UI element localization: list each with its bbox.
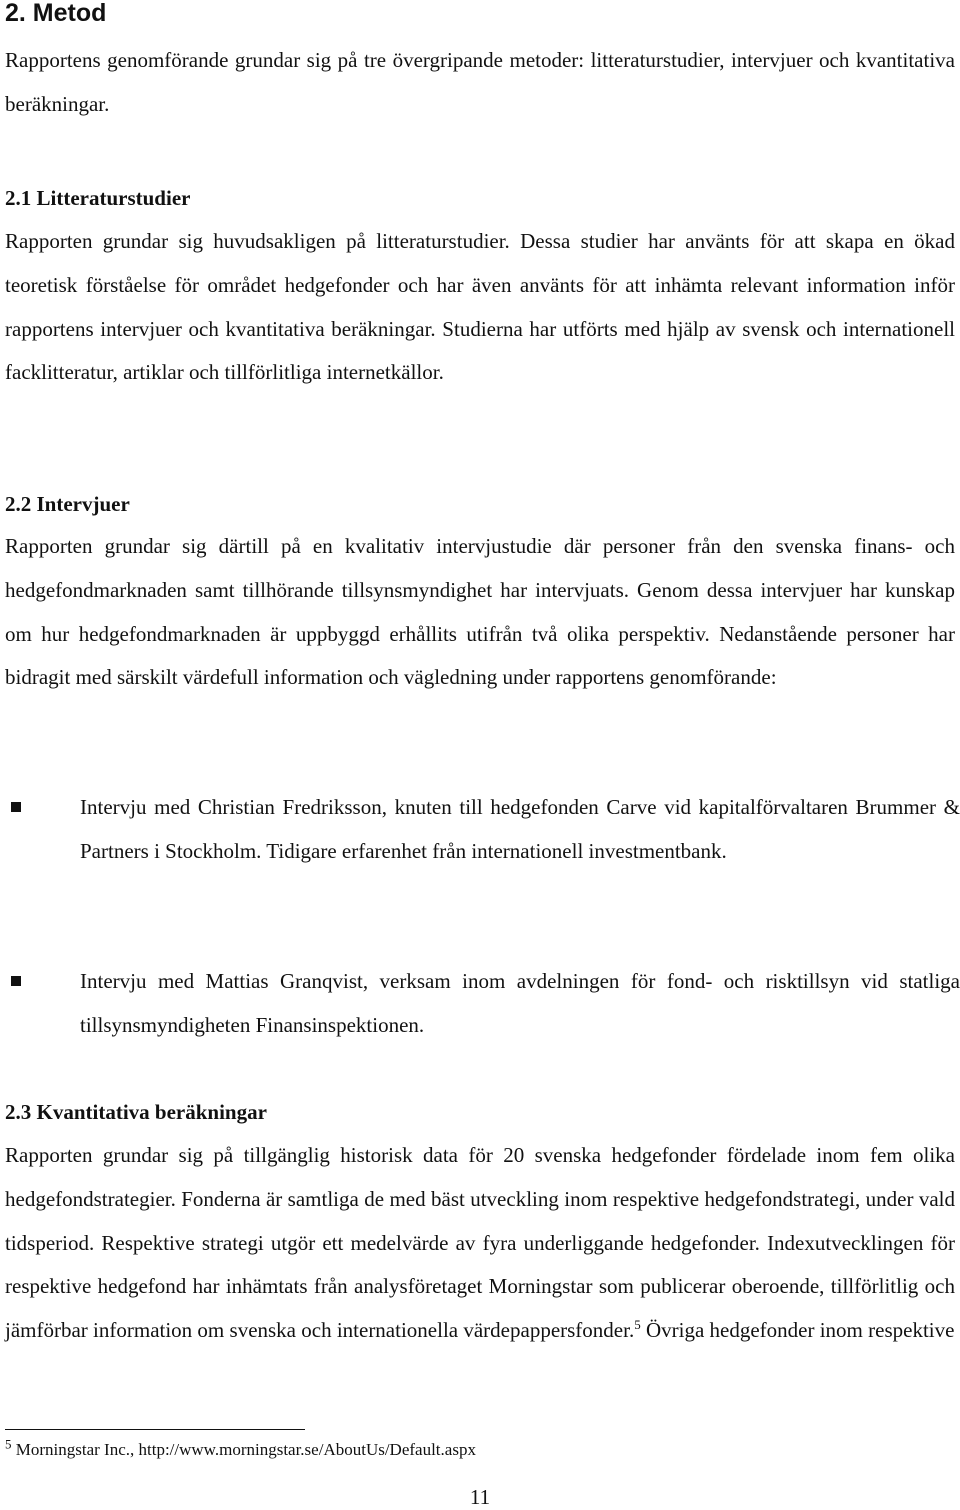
footnote [5, 1436, 476, 1461]
footnote-reference: 5 [634, 1317, 641, 1333]
page-number: 11 [469, 1485, 491, 1509]
section-2-2-paragraph: Rapporten grundar sig därtill på en kvalitativ intervjustudie där personer från den svenska finans- och hedgefondmarknaden samt tillhörande tillsynsmyndighet har intervjuats. Genom dessa intervjuer har kunskap om hur hedgefondmarknaden är uppbyggd erhållits utifrån två olika perspektiv. Nedanstående personer har bidragit med särskilt värdefull information och vägledning under rapportens genomförande: [5, 534, 955, 690]
main-heading: 2. Metod [5, 0, 107, 27]
square-bullet-icon [11, 802, 21, 812]
section-2-3-paragraph [5, 1134, 955, 1353]
section-2-1-paragraph: Rapporten grundar sig huvudsakligen på litteraturstudier. Dessa studier har använts för att skapa en ökad teoretisk förståelse för området hedgefonder och har även använts för att inhämta relevant information inför rapportens intervjuer och kvantitativa beräkningar. Studierna har utförts med hjälp av svensk och internationell facklitteratur, artiklar och tillförlitliga internetkällor. [5, 229, 955, 385]
section-2-2-heading: 2.2 Intervjuer [5, 492, 130, 516]
section-2-3-heading: 2.3 Kvantitativa beräkningar [5, 1100, 267, 1124]
footnote-divider [5, 1429, 305, 1430]
section-2-3-text-continued: Övriga hedgefonder inom respektive [640, 1318, 955, 1343]
footnote-number: 5 [5, 1436, 12, 1452]
section-2-1-heading: 2.1 Litteraturstudier [5, 186, 191, 210]
interview-list-item-text: Intervju med Christian Fredriksson, knuten till hedgefonden Carve vid kapitalförvaltaren Brummer & Partners i Stockholm. Tidigare erfarenhet från internationell investmentbank. [80, 795, 960, 863]
footnote-text: Morningstar Inc., http://www.morningstar.se/AboutUs/Default.aspx [11, 1440, 476, 1459]
interview-list-item-text: Intervju med Mattias Granqvist, verksam inom avdelningen för fond- och risktillsyn vid statliga tillsynsmyndigheten Finansinspektionen. [80, 969, 960, 1037]
section-2-3-text: Rapporten grundar sig på tillgänglig historisk data för 20 svenska hedgefonder fördelade inom fem olika hedgefondstrategier. Fonderna är samtliga de med bäst utveckling inom respektive hedgefondstrategi, under vald tidsperiod. Respektive strategi utgör ett medelvärde av fyra underliggande hedgefonder. Indexutvecklingen för respektive hedgefond har inhämtats från analysföretaget Morningstar som publicerar oberoende, tillförlitlig och jämförbar information om svenska och internationella värdepappersfonder. [5, 1143, 955, 1343]
square-bullet-icon [11, 976, 21, 986]
intro-paragraph: Rapportens genomförande grundar sig på tre övergripande metoder: litteraturstudier, intervjuer och kvantitativa beräkningar. [5, 48, 955, 116]
